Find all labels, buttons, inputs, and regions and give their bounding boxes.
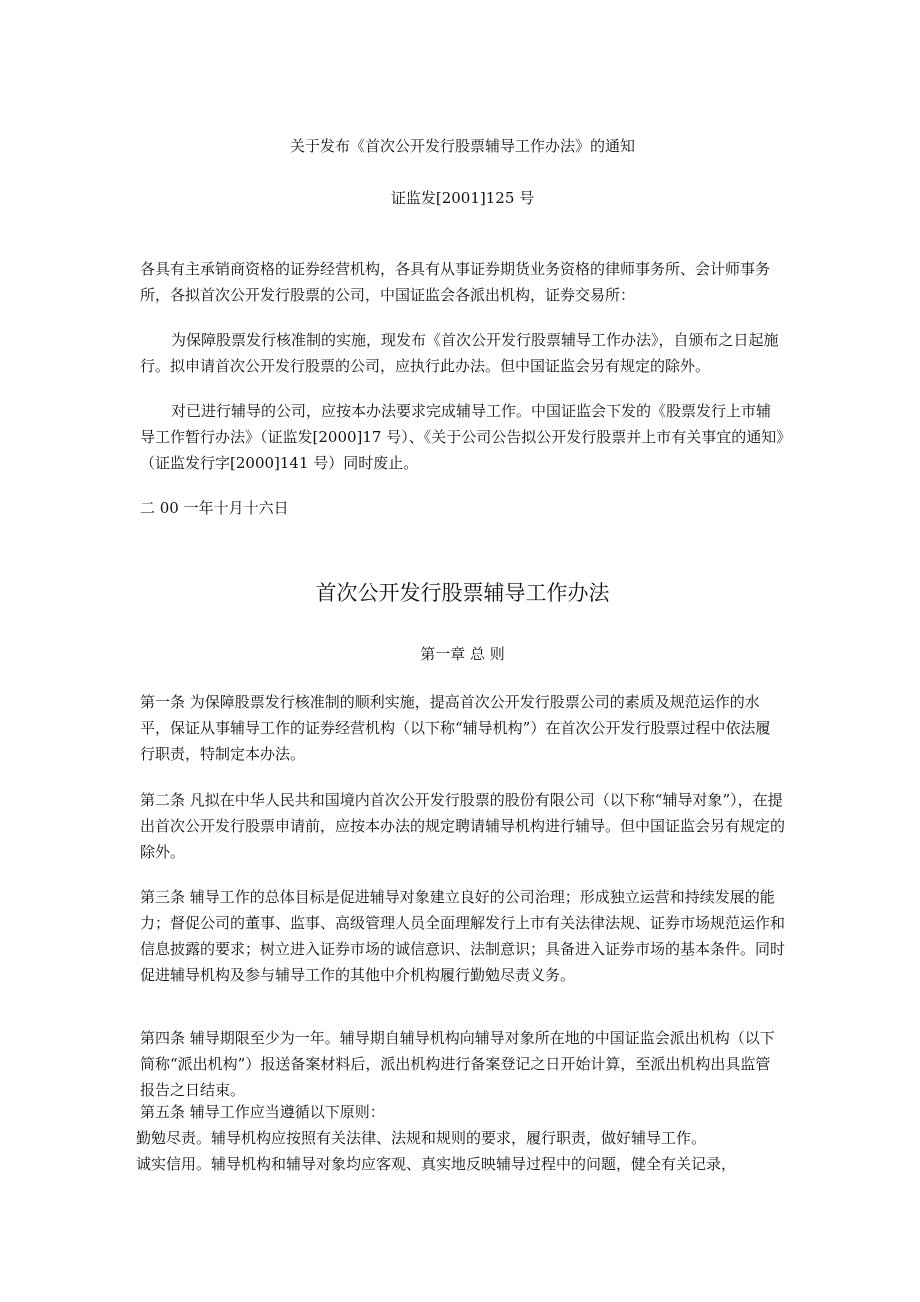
notice-addressees: 各具有主承销商资格的证券经营机构，各具有从事证券期货业务资格的律师事务所、会计师事务所，各拟首次公开发行股票的公司，中国证监会各派出机构，证券交易所： [140, 260, 771, 304]
notice-paragraph-2: 对已进行辅导的公司，应按本办法要求完成辅导工作。中国证监会下发的《股票发行上市辅导工作暂行办法》（证监发[2000]17 号）、《关于公司公告拟公开发行股票并上市有关事宜的通知》（证监发行字[2000]141 号）同时废止。 [140, 402, 784, 472]
chapter-heading: 第一章 总 则 [420, 645, 505, 663]
article-5-principle-1: 勤勉尽责。辅导机构应按照有关法律、法规和规则的要求，履行职责，做好辅导工作。 [136, 1129, 707, 1147]
article-4: 第四条 辅导期限至少为一年。辅导期自辅导机构向辅导对象所在地的中国证监会派出机构（以下简称“派出机构”）报送备案材料后，派出机构进行备案登记之日开始计算，至派出机构出具监管报告之日结束。 [140, 1029, 775, 1099]
article-5-heading: 第五条 辅导工作应当遵循以下原则： [140, 1103, 385, 1121]
article-5-principle-2: 诚实信用。辅导机构和辅导对象均应客观、真实地反映辅导过程中的问题，健全有关记录， [136, 1155, 737, 1173]
article-3: 第三条 辅导工作的总体目标是促进辅导对象建立良好的公司治理；形成独立运营和持续发展的能力；督促公司的董事、监事、高级管理人员全面理解发行上市有关法律法规、证券市场规范运作和信息披露的要求；树立进入证券市场的诚信意识、法制意识；具备进入证券市场的基本条件。同时促进辅导机构及参与辅导工作的其他中介机构履行勤勉尽责义务。 [140, 888, 786, 984]
notice-paragraph-1: 为保障股票发行核准制的实施，现发布《首次公开发行股票辅导工作办法》，自颁布之日起施行。拟申请首次公开发行股票的公司，应执行此办法。但中国证监会另有规定的除外。 [140, 331, 779, 375]
article-5 [136, 1099, 785, 1177]
notice-date: 二 00 一年十月十六日 [140, 499, 289, 517]
document-number: 证监发[2001]125 号 [390, 189, 535, 207]
article-2: 第二条 凡拟在中华人民共和国境内首次公开发行股票的股份有限公司（以下称“辅导对象”），在提出首次公开发行股票申请前，应按本办法的规定聘请辅导机构进行辅导。但中国证监会另有规定的除外。 [140, 791, 786, 861]
regulation-title: 首次公开发行股票辅导工作办法 [315, 581, 610, 605]
notice-title: 关于发布《首次公开发行股票辅导工作办法》的通知 [289, 137, 635, 155]
article-1: 第一条 为保障股票发行核准制的顺利实施，提高首次公开发行股票公司的素质及规范运作的水平，保证从事辅导工作的证券经营机构（以下称“辅导机构”）在首次公开发行股票过程中依法履行职责，特制定本办法。 [140, 693, 771, 763]
